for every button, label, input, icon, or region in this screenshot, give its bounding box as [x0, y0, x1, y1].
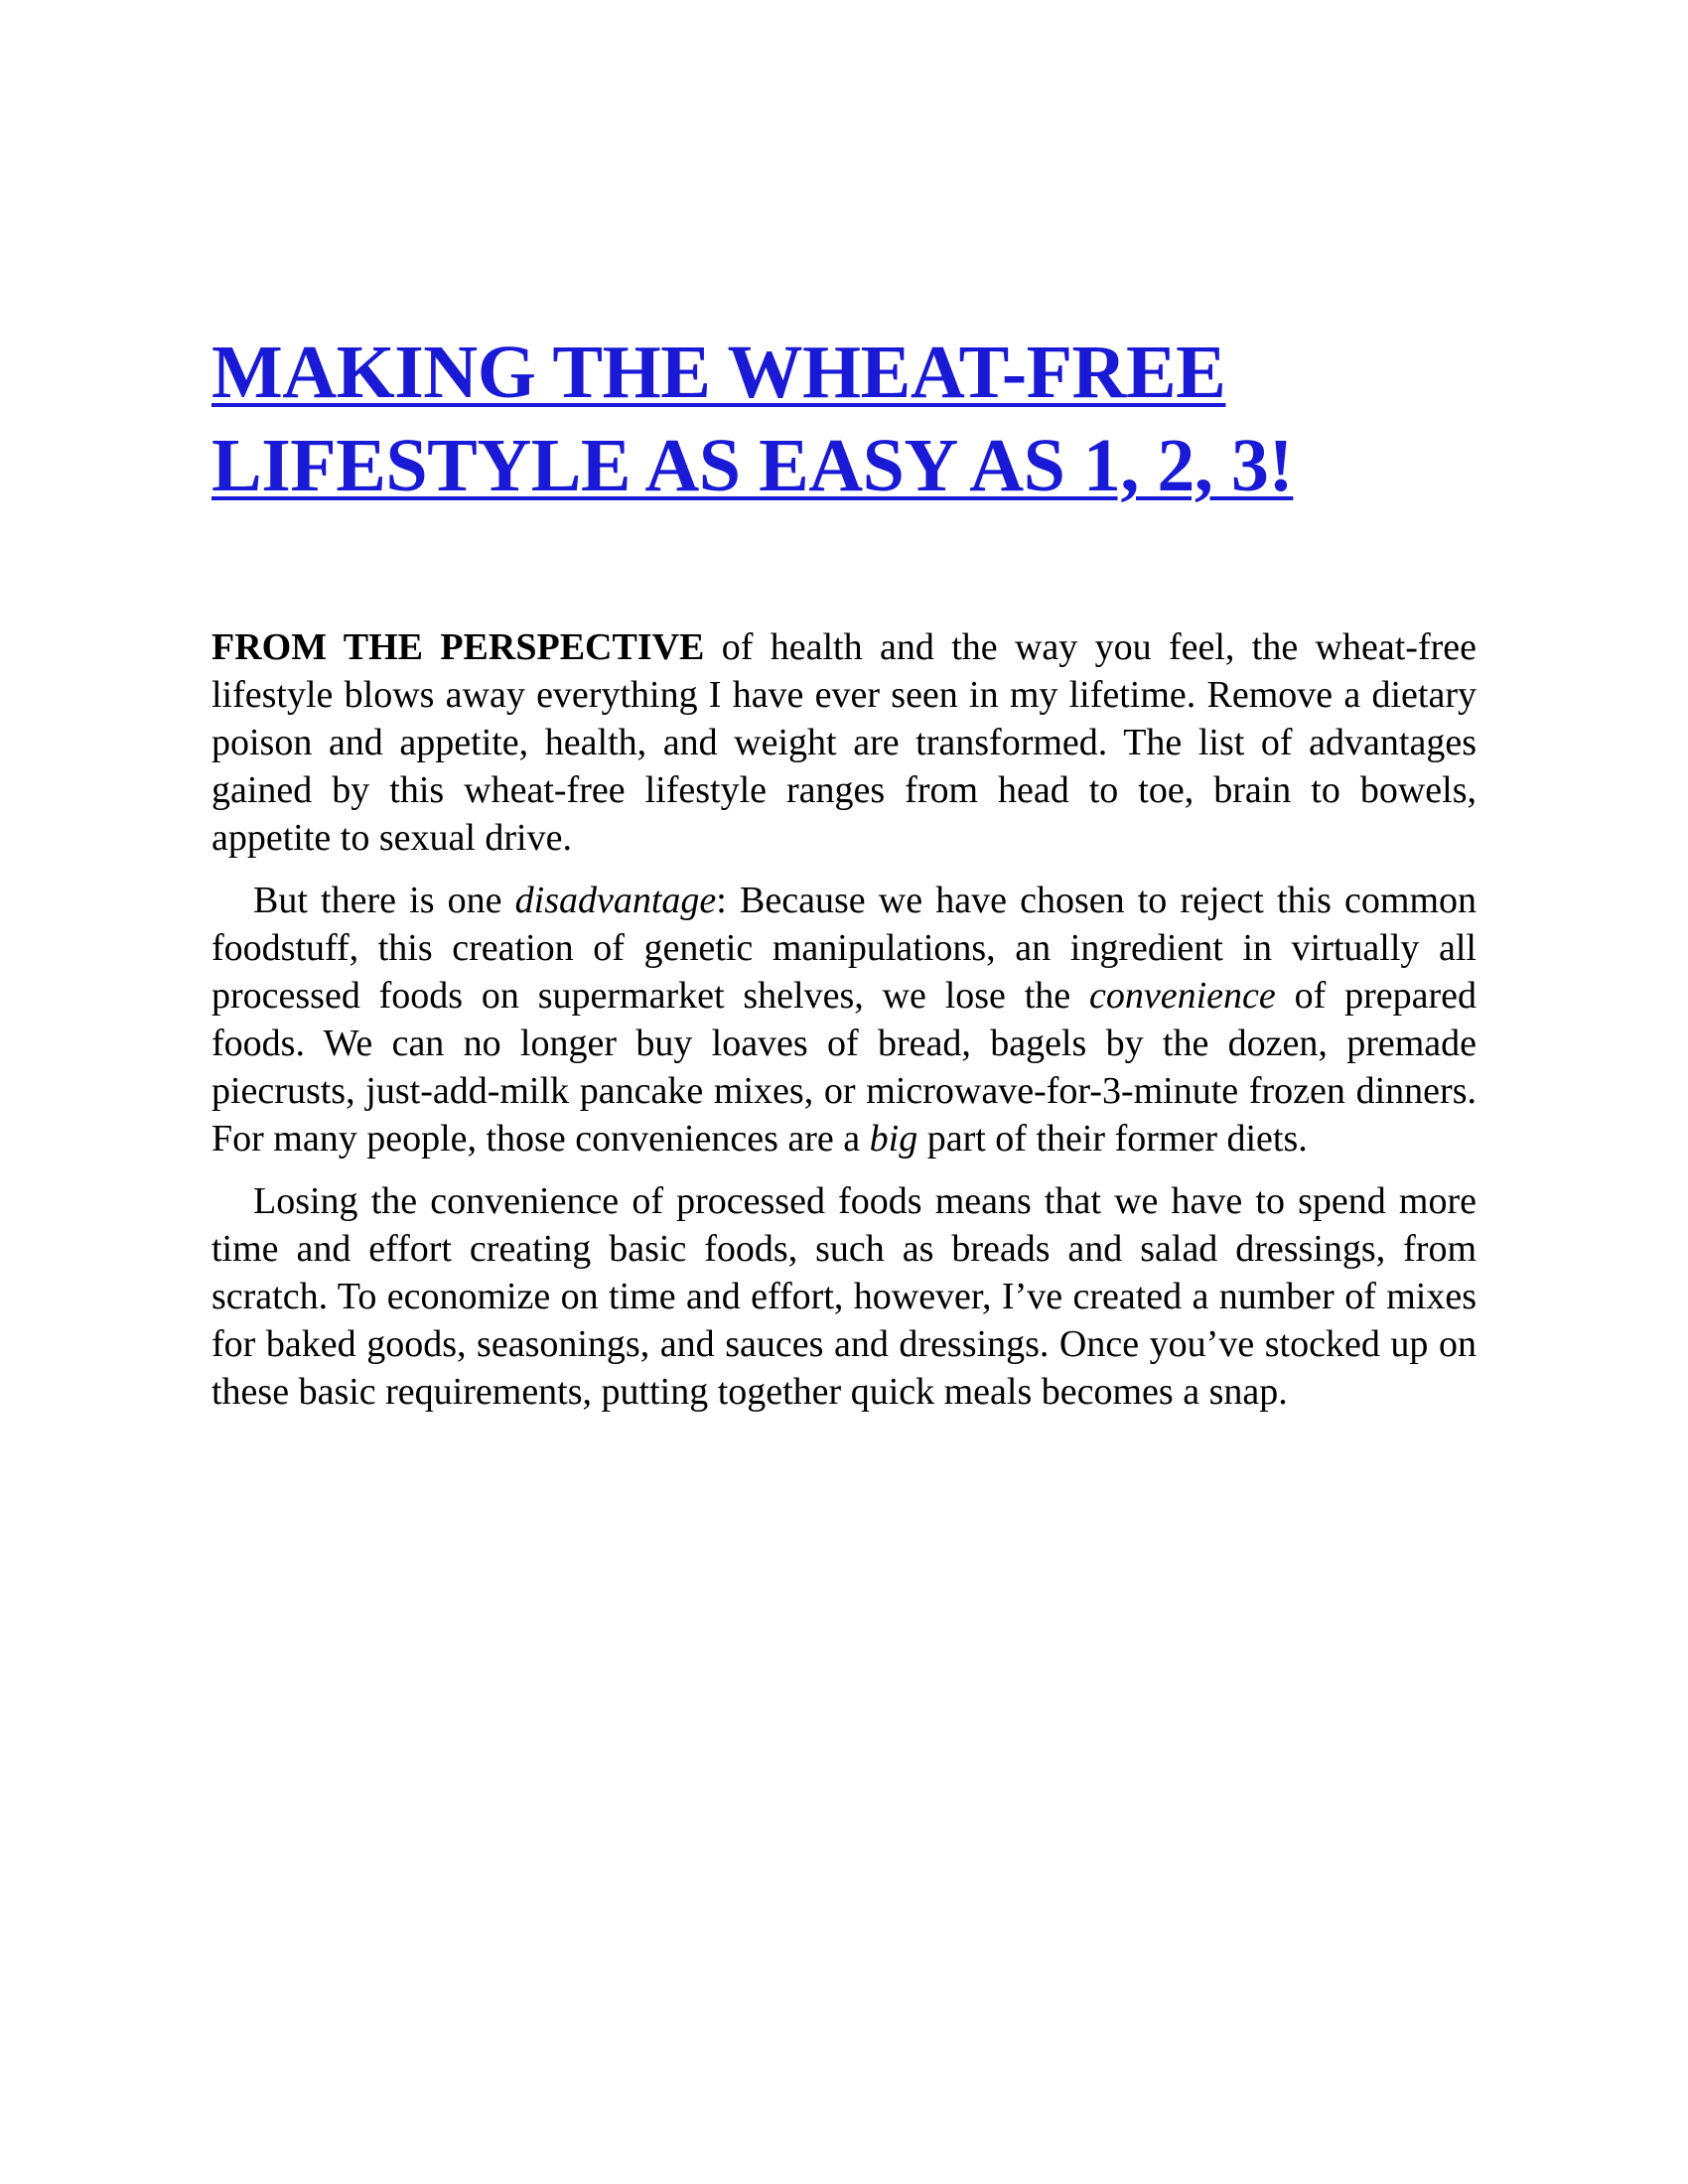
- paragraph-1: [211, 623, 1477, 862]
- emphasis-convenience: convenience: [1089, 975, 1276, 1017]
- chapter-title-link[interactable]: [211, 326, 1502, 512]
- chapter-title-line-1: MAKING THE WHEAT-FREE: [211, 331, 1226, 414]
- paragraph-3-text: Losing the convenience of processed foods means that we have to spend more time and effort creating basic foods, such as breads and salad dressings, from scratch. To economize on time and effort, however, I’ve created a number of mixes for baked goods, seasonings, and sauces and dressings. Once you’ve stocked up on these basic requirements, putting together quick meals becomes a snap.: [211, 1180, 1477, 1413]
- chapter-title-line-2: LIFESTYLE AS EASY AS 1, 2, 3!: [211, 424, 1294, 507]
- body-text: [211, 623, 1477, 1431]
- emphasis-disadvantage: disadvantage: [514, 880, 717, 921]
- paragraph-2-text-c: of prepared foods. We can no longer buy loaves of bread, bagels by the dozen, premade piecrusts, just-add-milk pancake mixes, or microwave-for-3-minute frozen dinners. For many people, those conveniences are a: [211, 975, 1477, 1160]
- paragraph-2-text-b: : Because we have chosen to reject this common foodstuff, this creation of genetic manipulations, an ingredient in virtually all processed foods on supermarket shelves, we lose the: [211, 880, 1477, 1017]
- emphasis-big: big: [869, 1118, 918, 1160]
- chapter-title: [211, 326, 1502, 512]
- paragraph-3: [211, 1177, 1477, 1416]
- paragraph-2: [211, 877, 1477, 1162]
- paragraph-2-text-d: part of their former diets.: [917, 1118, 1308, 1160]
- paragraph-2-text-a: But there is one: [253, 880, 515, 921]
- paragraph-lead-in: FROM THE PERSPECTIVE: [211, 626, 705, 668]
- paragraph-1-text: of health and the way you feel, the wheat-free lifestyle blows away everything I have ever seen in my lifetime. Remove a dietary poison and appetite, health, and weight are transformed. The list of advantages gained by this wheat-free lifestyle ranges from head to toe, brain to bowels, appetite to sexual drive.: [211, 626, 1477, 859]
